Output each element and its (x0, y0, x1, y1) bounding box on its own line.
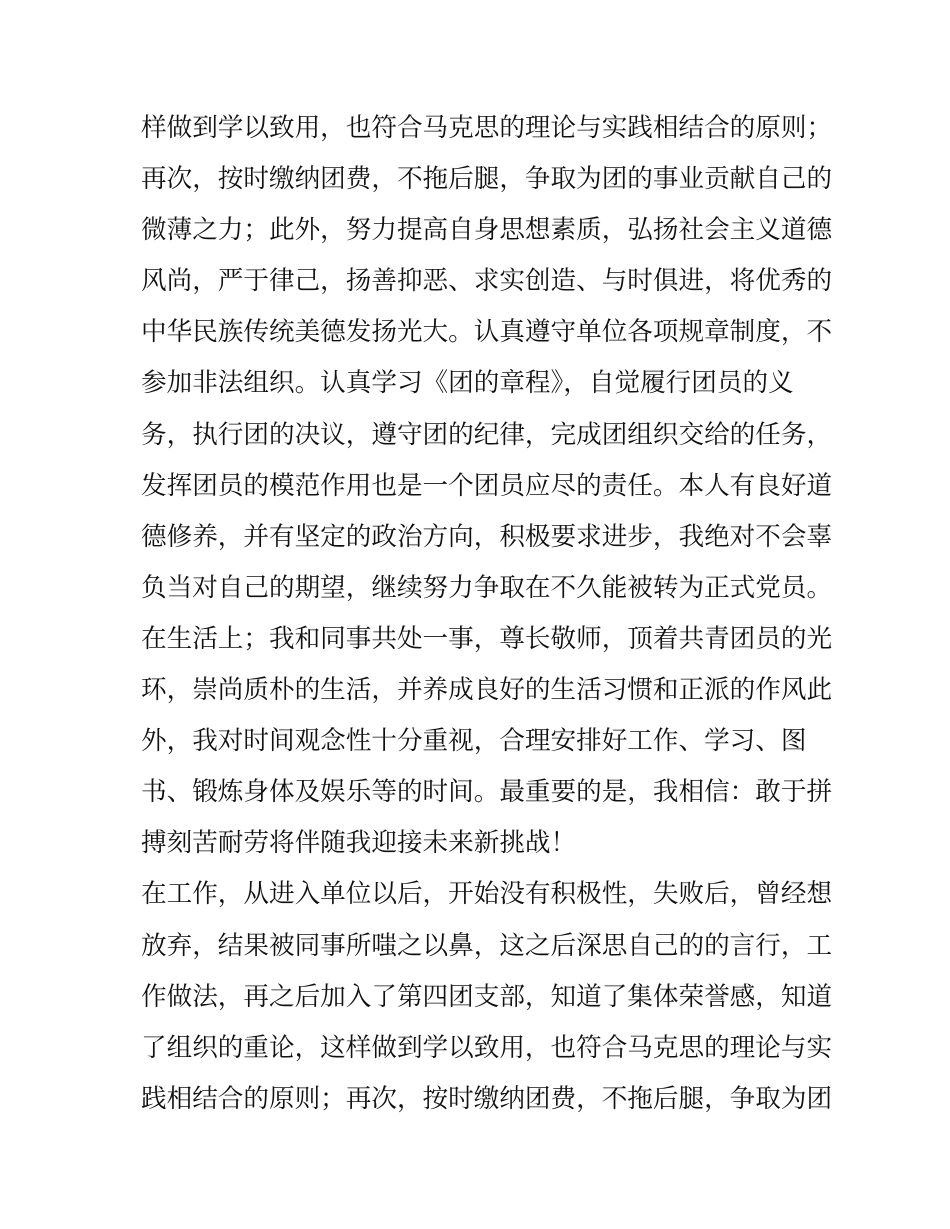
text-line: 风尚，严于律己，扬善抑恶、求实创造、与时俱进，将优秀的 (141, 266, 833, 297)
text-line: 发挥团员的模范作用也是一个团员应尽的责任。本人有良好道 (141, 470, 833, 501)
text-line: 践相结合的原则；再次，按时缴纳团费，不拖后腿，争取为团 (141, 1083, 833, 1114)
text-line: 务，执行团的决议，遵守团的纪律，完成团组织交给的任务， (141, 419, 833, 450)
text-line: 放弃，结果被同事所嗤之以鼻，这之后深思自己的的言行，工 (141, 930, 833, 961)
text-line: 在生活上；我和同事共处一事，尊长敬师，顶着共青团员的光 (141, 623, 833, 654)
text-line: 参加非法组织。认真学习《团的章程》，自觉履行团员的义 (141, 368, 794, 399)
text-line: 德修养，并有坚定的政治方向，积极要求进步，我绝对不会辜 (141, 521, 833, 552)
text-line: 在工作，从进入单位以后，开始没有积极性，失败后，曾经想 (141, 879, 833, 910)
text-line: 样做到学以致用，也符合马克思的理论与实践相结合的原则； (141, 113, 833, 143)
text-line: 搏刻苦耐劳将伴随我迎接未来新挑战！ (141, 828, 577, 859)
text-line: 书、锻炼身体及娱乐等的时间。最重要的是，我相信：敢于拼 (141, 777, 833, 808)
text-line: 了组织的重论，这样做到学以致用，也符合马克思的理论与实 (141, 1032, 833, 1063)
text-line: 环，崇尚质朴的生活，并养成良好的生活习惯和正派的作风此 (141, 675, 833, 706)
text-line: 再次，按时缴纳团费，不拖后腿，争取为团的事业贡献自己的 (141, 164, 833, 195)
text-line: 作做法，再之后加入了第四团支部，知道了集体荣誉感，知道 (141, 981, 833, 1012)
body-text (141, 103, 833, 1125)
text-line: 微薄之力；此外，努力提高自身思想素质，弘扬社会主义道德 (141, 215, 833, 246)
text-line: 外，我对时间观念性十分重视，合理安排好工作、学习、图 (141, 726, 807, 757)
text-line: 负当对自己的期望，继续努力争取在不久能被转为正式党员。 (141, 572, 833, 603)
text-line: 中华民族传统美德发扬光大。认真遵守单位各项规章制度，不 (141, 317, 833, 348)
